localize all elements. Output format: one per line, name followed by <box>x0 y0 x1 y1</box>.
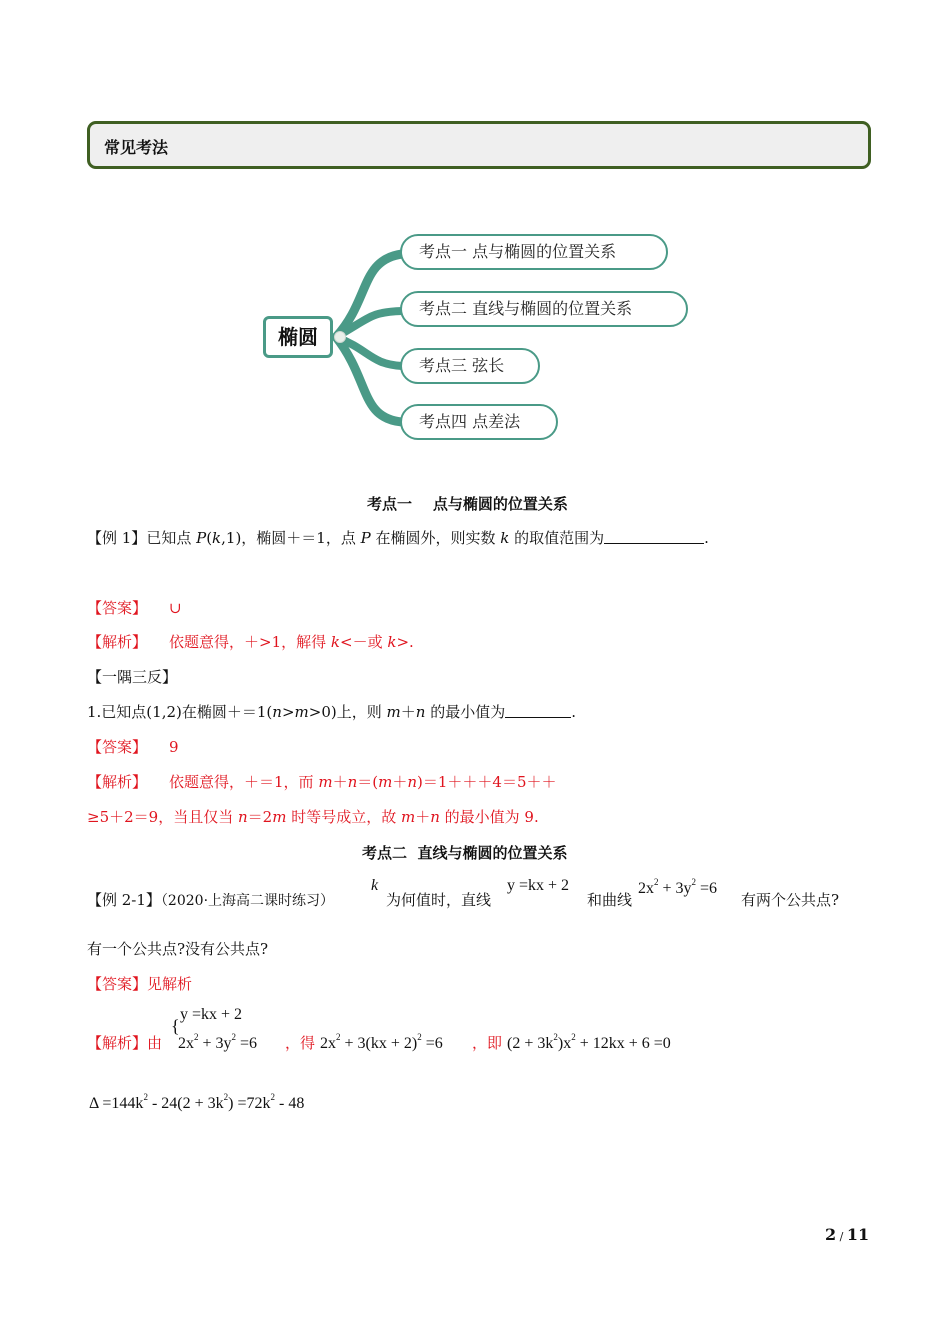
mindmap-branch-3: 考点三 弦长 <box>400 348 540 384</box>
mindmap-root-node: 椭圆 <box>263 316 333 358</box>
answer-1-value: ∪ <box>169 599 182 617</box>
analysis-2-line-1: 【解析】 依题意得，＋＝1，而 m＋n＝(m＋n)＝1＋＋＋4＝5＋＋ <box>87 773 557 791</box>
question-1: 1.已知点(1,2)在椭圆＋＝1(n>m>0)上，则 m＋n 的最小值为 . <box>87 703 576 721</box>
example-1: 【例 1】已知点 P(k,1)，椭圆＋＝1，点 P 在椭圆外，则实数 k 的取值范围为 . <box>87 529 709 547</box>
section-header-title: 常见考法 <box>104 138 169 157</box>
kp1-heading: 考点一 点与椭圆的位置关系 <box>367 495 568 513</box>
answer-3-tag: 【答案】 <box>87 975 148 993</box>
analysis-3: 【解析】由 { y =kx + 2 $2x^2 + 3y^2 =6$ ，得 $2x^2 + 3(kx + 2)^2 =6$ ，即 $(2 + 3k^2)x^2 + 12kx + 6 =0$ <box>87 1006 671 1052</box>
answer-1 <box>87 597 182 618</box>
page-current: 2 <box>825 1225 837 1244</box>
delta-equation: $\Delta =144k^2 - 24(2 + 3k^2) =72k^2 - 48$ <box>89 1092 305 1112</box>
analysis-3-tag: 【解析】 <box>87 1034 148 1052</box>
kp2-heading: 考点二 直线与椭圆的位置关系 <box>362 844 568 862</box>
system-brace: { <box>171 1016 180 1036</box>
example-2-1: 【例 2-1】（2020·上海高二课时练习） k 为何值时，直线 y =kx + 2 和曲线 $2x^2 + 3y^2 =6$ 有两个公共点? <box>87 877 840 909</box>
example-1-tag: 【例 1】 <box>87 529 147 547</box>
page-number: 2 / 11 <box>825 1225 870 1244</box>
answer-2-value: 9 <box>169 738 179 756</box>
mindmap-branch-2: 考点二 直线与椭圆的位置关系 <box>400 291 688 327</box>
answer-1-tag: 【答案】 <box>87 599 148 617</box>
mindmap-branch-1: 考点一 点与椭圆的位置关系 <box>400 234 668 270</box>
answer-2 <box>87 736 179 757</box>
analysis-2-line-2: ≥5＋2＝9，当且仅当 n＝2m 时等号成立，故 m＋n 的最小值为 9. <box>87 808 539 826</box>
answer-3 <box>87 973 192 994</box>
page-total: 11 <box>846 1225 870 1244</box>
example-2-1-line-2: 有一个公共点?没有公共点? <box>87 940 269 958</box>
answer-2-tag: 【答案】 <box>87 738 148 756</box>
answer-3-value: 见解析 <box>147 975 193 993</box>
analysis-1: 【解析】 依题意得，＋>1，解得 k<－或 k>. <box>87 633 414 651</box>
analysis-1-tag: 【解析】 <box>87 633 148 651</box>
example-2-1-tag: 【例 2-1】 <box>87 891 161 909</box>
analysis-2-tag: 【解析】 <box>87 773 148 791</box>
answer-blank <box>505 705 571 718</box>
example-source: （2020·上海高二课时练习） <box>160 893 335 909</box>
variation-title: 【一隅三反】 <box>87 668 178 686</box>
answer-blank <box>604 531 704 544</box>
mindmap-branch-4: 考点四 点差法 <box>400 404 558 440</box>
